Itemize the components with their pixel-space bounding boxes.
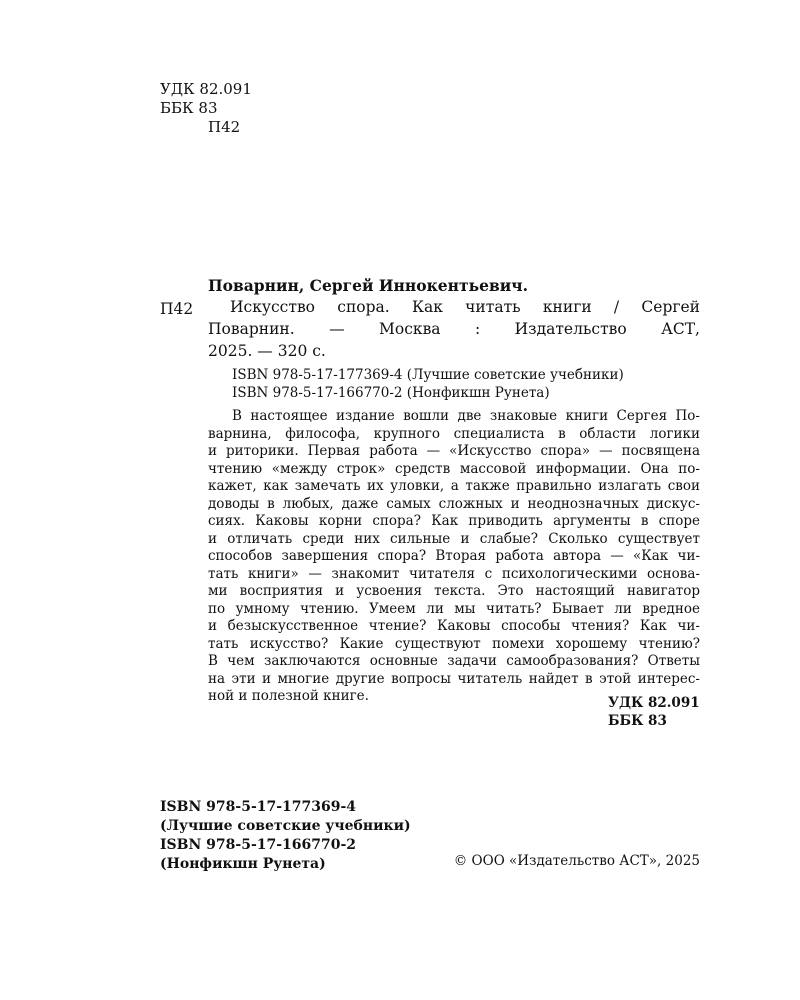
annotation-line: кажет, как замечать их уловки, а также правильно излагать свои [208,478,700,494]
annotation-line: чтению «между строк» средств массовой информации. Она по- [208,460,700,477]
udk-code-repeat: УДК 82.091 [608,695,700,711]
annotation-line: способов завершения спора? Вторая работа автора — «Как чи- [208,548,700,564]
bbk-code-repeat: ББК 83 [608,713,667,729]
title-line: Поварнин. — Москва : Издательство АСТ, [208,320,700,338]
annotation-line: и безыскусственное чтение? Каковы способы чтения? Как чи- [208,618,700,634]
annotation-line: тать книги» — знакомит читателя с психологическими основа- [208,565,700,582]
author-heading: Поварнин, Сергей Иннокентьевич. [208,276,528,295]
classification-block [160,80,252,137]
isbn-series-line: ISBN 978-5-17-177369-4 (Лучшие советские учебники) [232,367,624,383]
isbn-series-name: (Нонфикшн Рунета) [160,856,326,872]
isbn-series-list [232,366,624,402]
annotation-line: В чем заключаются основные задачи самообразования? Ответы [208,653,700,669]
annotation-line: варнина, философа, крупного специалиста в области логики [208,425,700,442]
classification-repeat [608,694,700,730]
bibliographic-description [208,296,700,362]
annotation-line: и отличать среди них сильные и слабые? Сколько существует [208,530,700,547]
isbn-series-name: (Лучшие советские учебники) [160,818,411,834]
isbn-line: ISBN 978-5-17-166770-2 [160,837,357,853]
annotation-line: по умному чтению. Умеем ли мы читать? Бывает ли вредное [208,600,700,617]
annotation-line: ми восприятия и усвоения текста. Это настоящий навигатор [208,583,700,599]
annotation-line: доводы в любых, даже самых сложных и неоднозначных дискус- [208,495,700,512]
annotation-line: и риторики. Первая работа — «Искусство спора» — посвящена [208,443,700,459]
annotation-line: на эти и многие другие вопросы читатель найдет в этой интерес- [208,670,700,687]
isbn-series-line: ISBN 978-5-17-166770-2 (Нонфикшн Рунета) [232,385,550,401]
annotation-line: ной и полезной книге. [208,688,369,704]
annotation-line: тать искусство? Какие существуют помехи хорошему чтению? [208,635,700,652]
bbk-code: ББК 83 [160,99,218,117]
isbn-line: ISBN 978-5-17-177369-4 [160,799,357,815]
annotation-line: сиях. Каковы корни спора? Как приводить аргументы в споре [208,513,700,529]
udk-code: УДК 82.091 [160,80,252,98]
cutter-mark: П42 [160,300,194,318]
title-line: Искусство спора. Как читать книги / Сергей [230,298,700,316]
annotation-line: В настоящее издание вошли две знаковые книги Сергея По- [232,408,700,424]
isbn-block [160,798,411,874]
annotation-paragraph [208,408,700,706]
copyright-notice: © ООО «Издательство АСТ», 2025 [453,853,700,869]
title-line: 2025. — 320 с. [208,342,326,360]
cutter-code: П42 [208,118,241,136]
